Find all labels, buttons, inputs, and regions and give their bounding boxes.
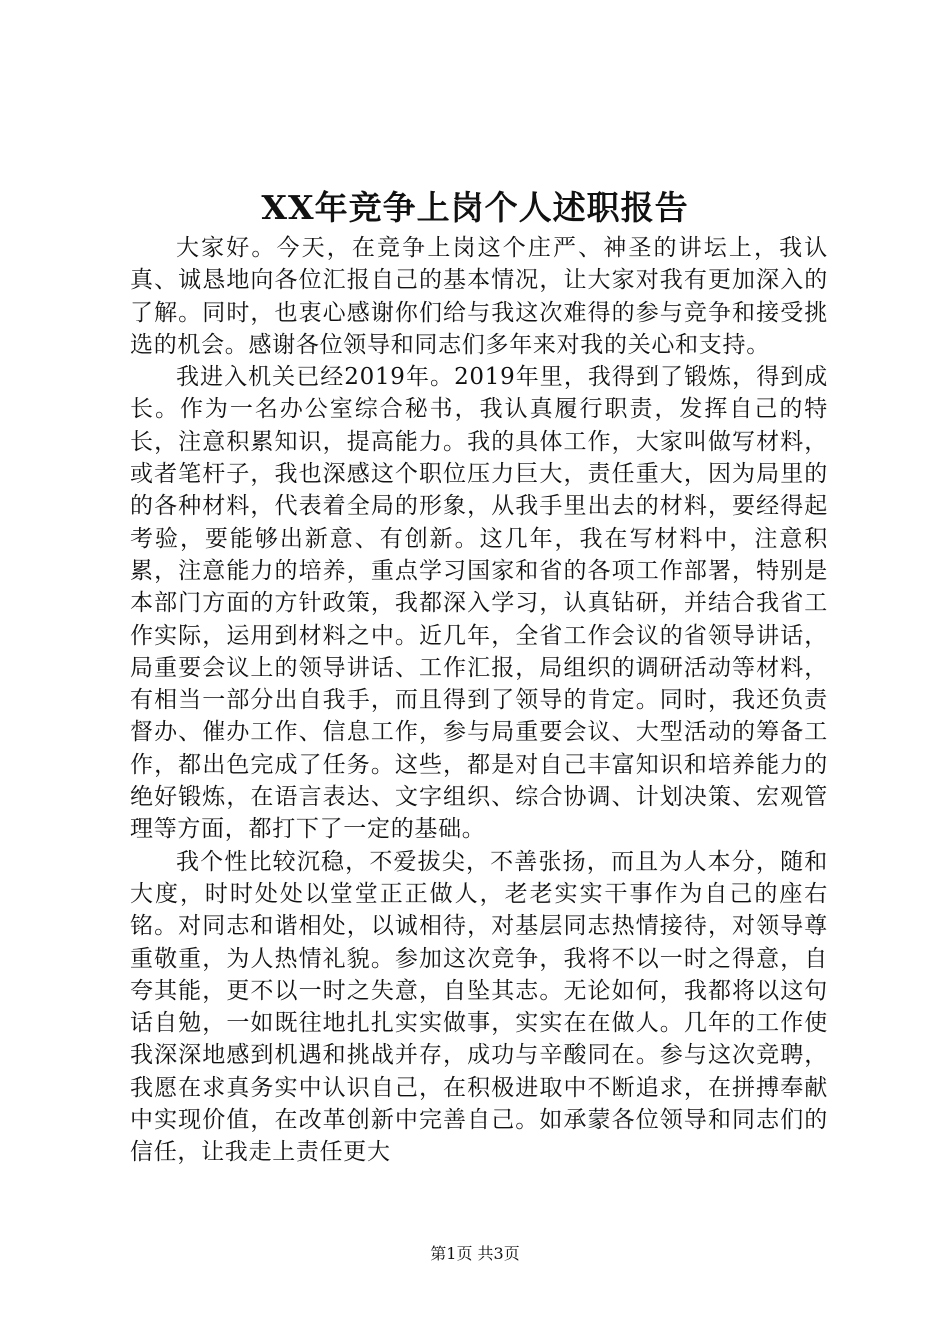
document-body (130, 232, 828, 1169)
page-number-footer: 第1页 共3页 (430, 1244, 520, 1263)
document-title: XX年竞争上岗个人述职报告 (261, 188, 689, 227)
paragraph-personality: 我个性比较沉稳，不爱拔尖，不善张扬，而且为人本分，随和大度，时时处处以堂堂正正做人，老老实实干事作为自己的座右铭。对同志和谐相处，以诚相待，对基层同志热情接待，对领导尊重敬重，为人热情礼貌。参加这次竞争，我将不以一时之得意，自夸其能，更不以一时之失意，自坠其志。无论如何，我都将以这句话自勉，一如既往地扎扎实实做事，实实在在做人。几年的工作使我深深地感到机遇和挑战并存，成功与辛酸同在。参与这次竞聘，我愿在求真务实中认识自己，在积极进取中不断追求，在拼搏奉献中实现价值，在改革创新中完善自己。如承蒙各位领导和同志们的信任，让我走上责任更大 (130, 848, 828, 1166)
paragraph-work-experience: 我进入机关已经2019年。2019年里，我得到了锻炼，得到成长。作为一名办公室综合秘书，我认真履行职责，发挥自己的特长，注意积累知识，提高能力。我的具体工作，大家叫做写材料，或者笔杆子，我也深感这个职位压力巨大，责任重大，因为局里的的各种材料，代表着全局的形象，从我手里出去的材料，要经得起考验，要能够出新意、有创新。这几年，我在写材料中，注意积累，注意能力的培养，重点学习国家和省的各项工作部署，特别是本部门方面的方针政策，我都深入学习，认真钻研，并结合我省工作实际，运用到材料之中。近几年，全省工作会议的省领导讲话，局重要会议上的领导讲话、工作汇报，局组织的调研活动等材料，有相当一部分出自我手，而且得到了领导的肯定。同时，我还负责督办、催办工作、信息工作，参与局重要会议、大型活动的筹备工作，都出色完成了任务。这些，都是对自己丰富知识和培养能力的绝好锻炼，在语言表达、文字组织、综合协调、计划决策、宏观管理等方面，都打下了一定的基础。 (130, 364, 828, 843)
paragraph-greeting: 大家好。今天，在竞争上岗这个庄严、神圣的讲坛上，我认真、诚恳地向各位汇报自己的基本情况，让大家对我有更加深入的了解。同时，也衷心感谢你们给与我这次难得的参与竞争和接受挑选的机会。感谢各位领导和同志们多年来对我的关心和支持。 (130, 235, 828, 358)
